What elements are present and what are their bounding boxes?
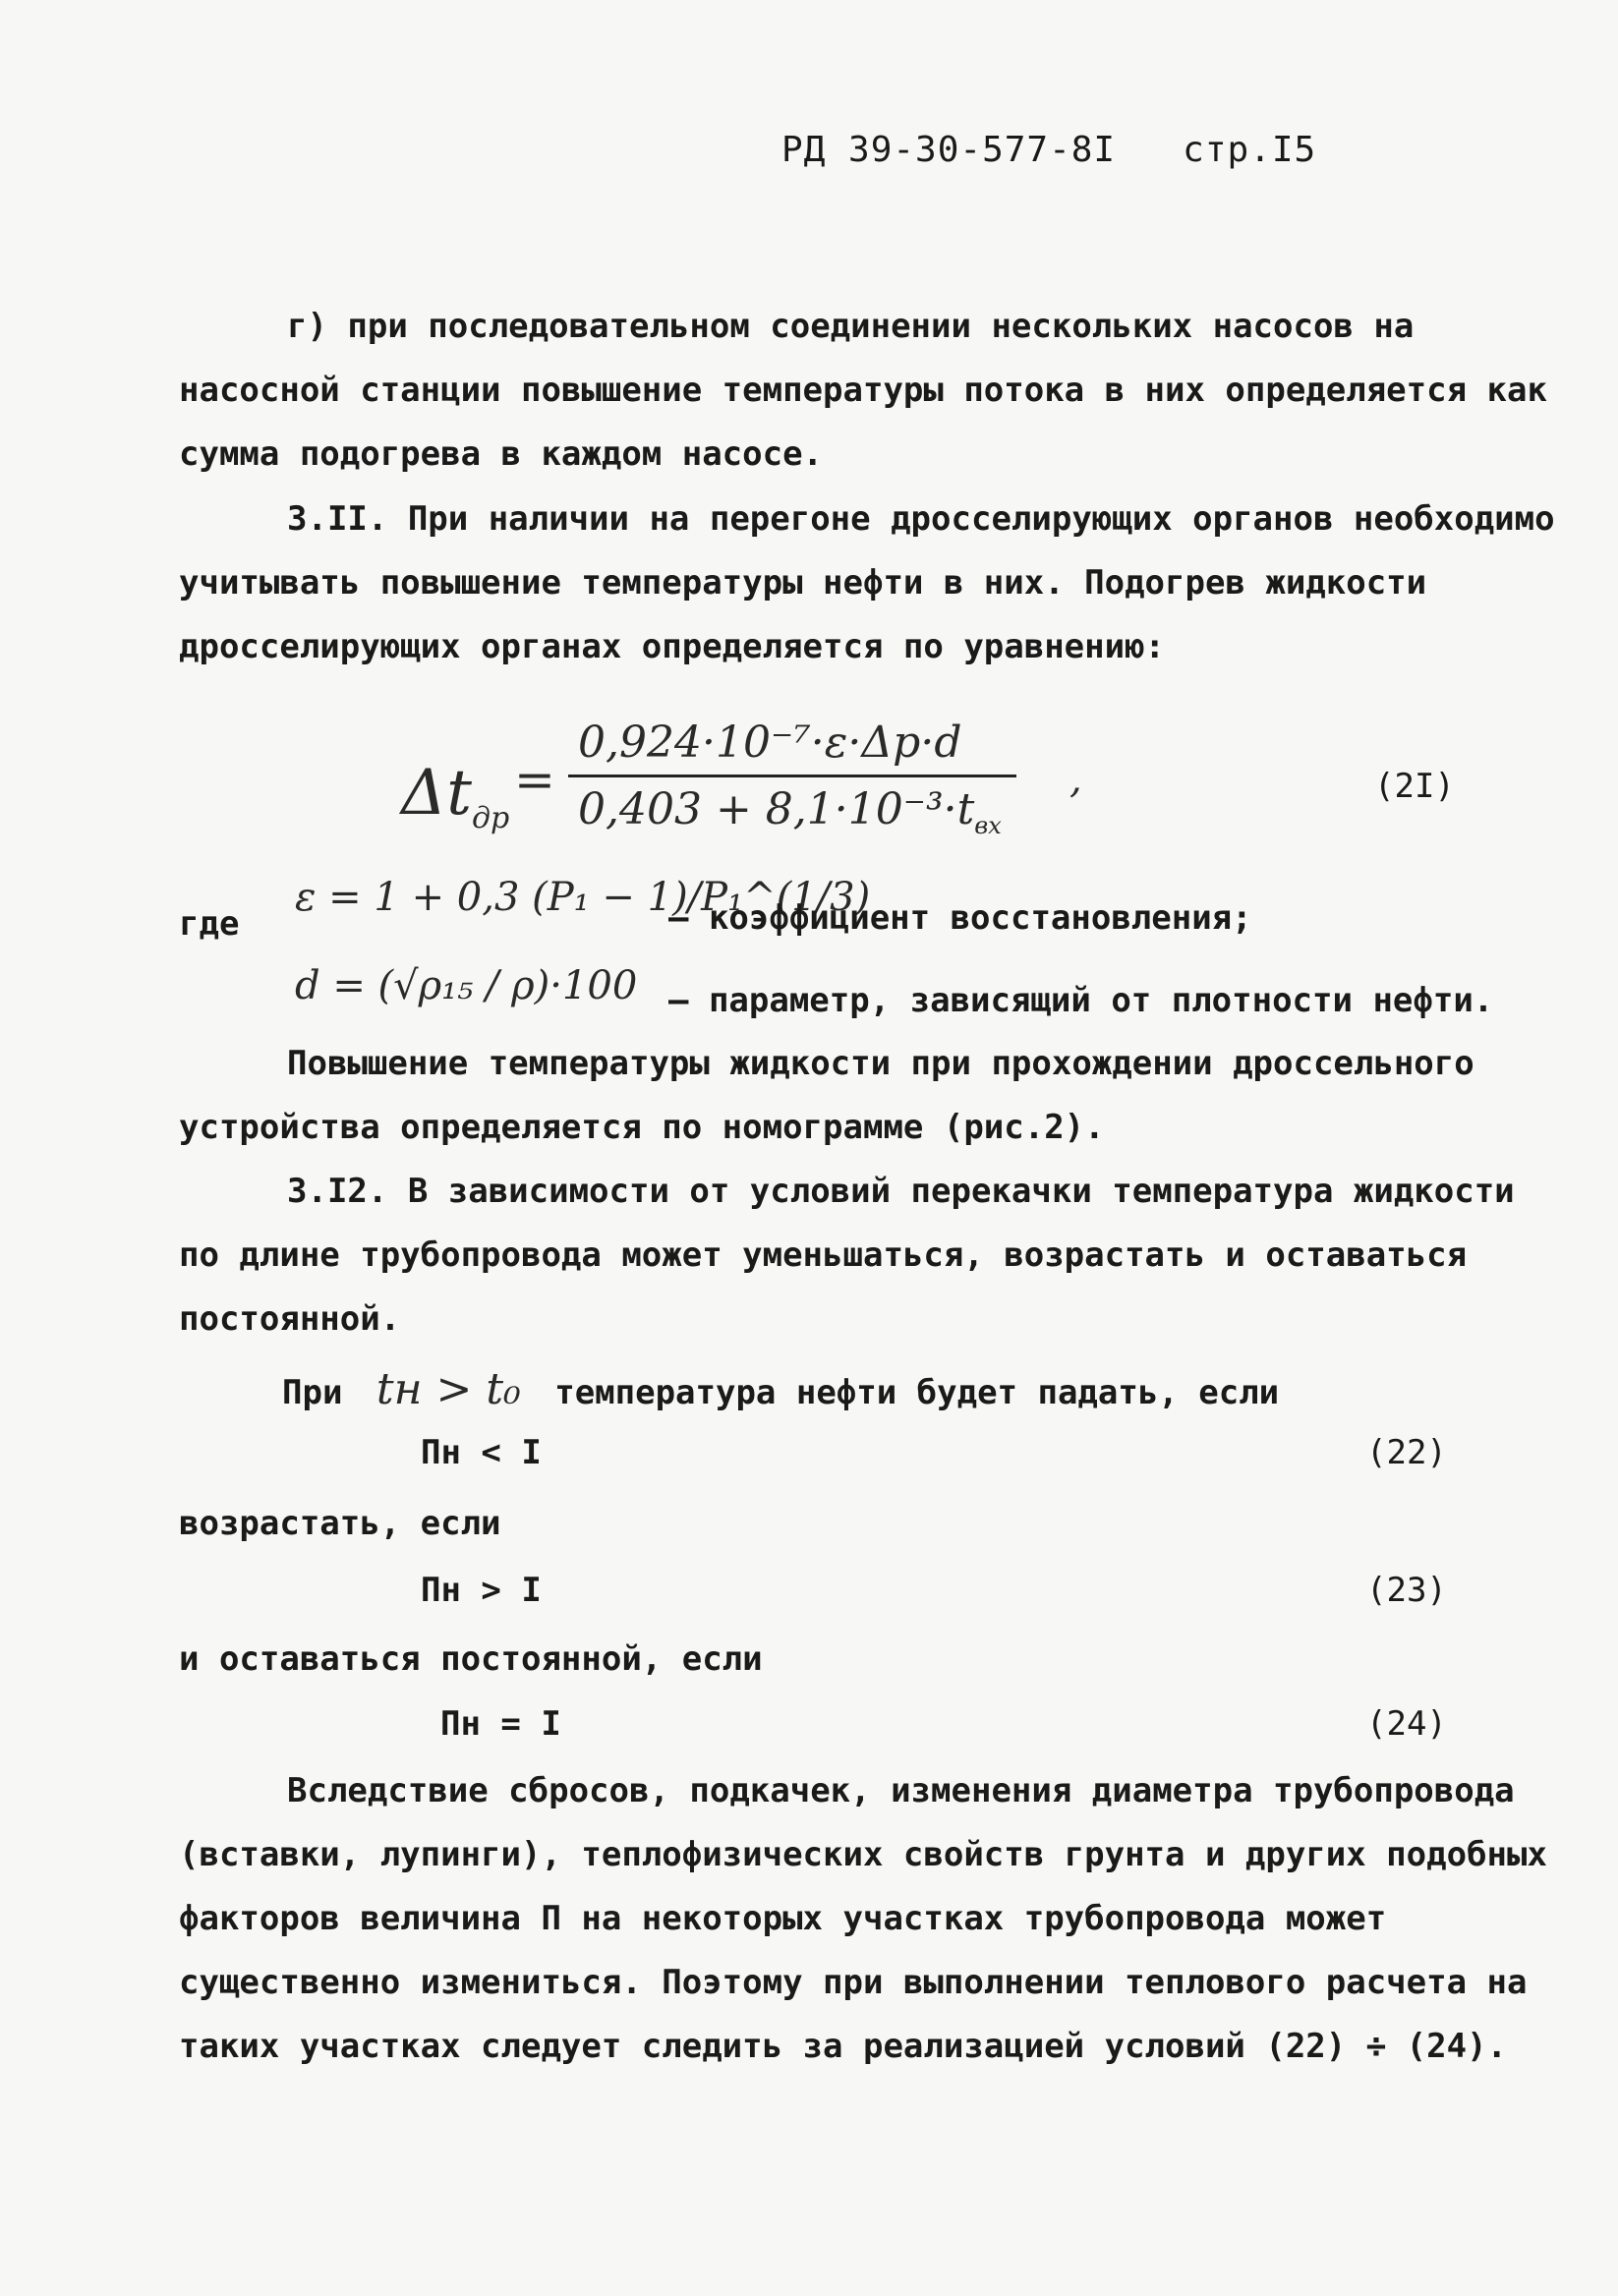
equation-number-21: (2I) xyxy=(1374,767,1455,806)
r-description: – коэффициент восстановления; xyxy=(668,898,1252,938)
formula-21-denominator: $0,403 + 8,1\cdot 10^{-3}\cdot t_{вх}$ xyxy=(578,784,1002,839)
equation-number-22: (22) xyxy=(1366,1433,1447,1472)
page-number: стр.I5 xyxy=(1183,130,1317,170)
where-label: где xyxy=(179,904,240,944)
formula-comma: , xyxy=(1069,757,1082,802)
coefficient-r-definition xyxy=(295,865,1573,953)
condition-intro: При tн > t₀ температура нефти будет падать, если xyxy=(282,1364,1280,1414)
equals-sign: = xyxy=(514,751,555,808)
condition-constant: и оставаться постоянной, если xyxy=(179,1639,763,1679)
parameter-d-definition xyxy=(295,944,1573,1032)
equation-number-23: (23) xyxy=(1366,1571,1447,1610)
paragraph-nomogram: Повышение температуры жидкости при прохождении дроссельного устройства определяется по номограмме (рис.2). xyxy=(179,1044,1474,1147)
paragraph-final: Вследствие сбросов, подкачек, изменения диаметра трубопровода (вставки, лупинги), теплофизических свойств грунта и других подобных факторов величина П на некоторых участках трубопровода может существенно измениться. Поэтому при выполнении теплового расчета на таких участках следует следить за реализацией условий (22) ÷ (24). xyxy=(179,1771,1547,2066)
paragraph-3-11: 3.II. При наличии на перегоне дросселирующих органов необходимо учитывать повышение температуры нефти в них. Подогрев жидкости дросселирующих органах определяется по уравнению: xyxy=(179,499,1555,666)
paragraph-g: г) при последовательном соединении нескольких насосов на насосной станции повышение температуры потока в них определяется как сумма подогрева в каждом насосе. xyxy=(179,307,1547,474)
condition-increase: возрастать, если xyxy=(179,1504,501,1543)
condition-23-formula: Пн > I xyxy=(421,1571,542,1610)
paragraph-3-12: 3.I2. В зависимости от условий перекачки температура жидкости по длине трубопровода может уменьшаться, возрастать и оставаться постоянной. xyxy=(179,1172,1515,1339)
d-formula: d = (√ρ₁₅ / ρ)·100 xyxy=(295,963,638,1008)
equation-number-24: (24) xyxy=(1366,1704,1447,1744)
d-description: – параметр, зависящий от плотности нефти. xyxy=(668,981,1494,1020)
fraction-bar xyxy=(568,775,1016,777)
page-header xyxy=(781,130,1316,170)
formula-21-numerator: 0,924·10⁻⁷·ε·Δp·d xyxy=(578,718,962,768)
r-formula: ε = 1 + 0,3 (P₁ − 1)/P₁^(1/3) xyxy=(295,875,871,920)
condition-24-formula: Пн = I xyxy=(440,1704,561,1744)
document-id: РД 39-30-577-8I xyxy=(781,130,1117,170)
condition-22-formula: Пн < I xyxy=(421,1433,542,1472)
formula-21-lhs: $\Delta t_{др}$ xyxy=(401,757,510,835)
